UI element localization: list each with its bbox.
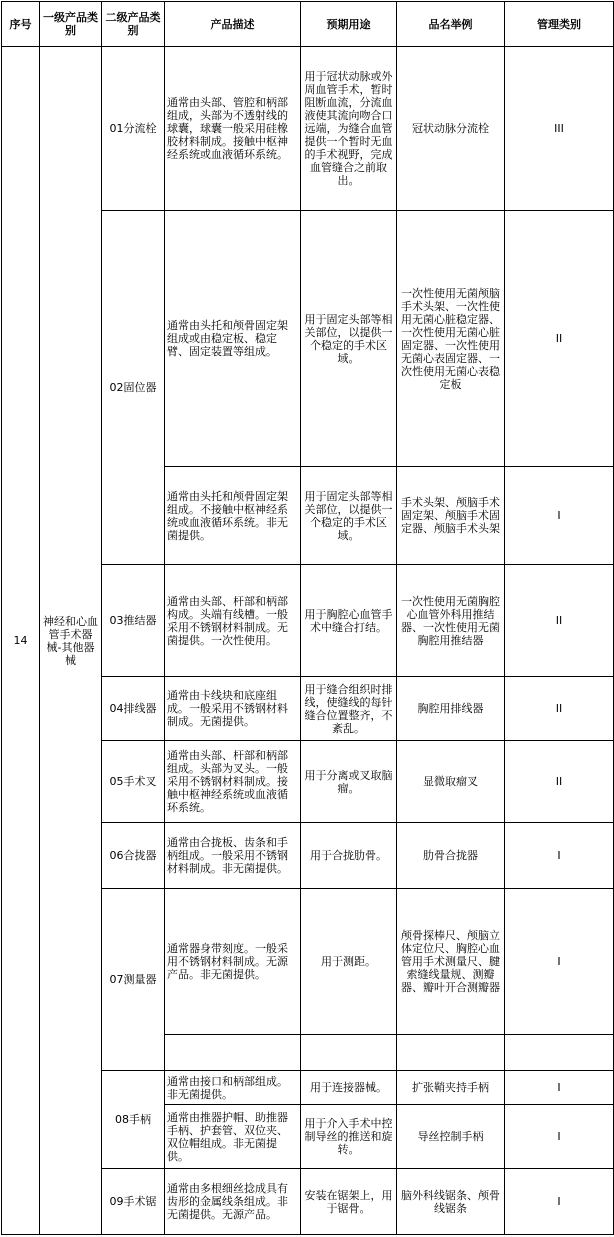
example-cell: 一次性使用无菌颅脑手术头架、一次性使用无菌心脏稳定器、一次性使用无菌心脏固定器、一次性使用无菌心表固定器、一次性使用无菌心表稳定板: [397, 211, 505, 467]
class-cell: II: [505, 741, 614, 823]
class-cell: I: [505, 1169, 614, 1235]
secondary-category-cell: 02固位器: [102, 211, 165, 565]
description-cell: 通常器身带刻度。一般采用不锈钢材料制成。无源产品。非无菌提供。: [165, 889, 301, 1035]
use-cell: 用于介入手术中控制导丝的推送和旋转。: [301, 1105, 397, 1169]
example-cell: 脑外科线锯条、颅骨线锯条: [397, 1169, 505, 1235]
description-cell: [165, 1035, 301, 1071]
description-cell: 通常由头部、杆部和柄部组成。头部为叉头。一般采用不锈钢材料制成。接触中枢神经系统或血液循环系统。: [165, 741, 301, 823]
class-cell: I: [505, 1105, 614, 1169]
secondary-category-cell: 04排线器: [102, 677, 165, 741]
example-cell: 导丝控制手柄: [397, 1105, 505, 1169]
secondary-category-cell: 07测量器: [102, 889, 165, 1071]
example-cell: 一次性使用无菌胸腔心血管外科用推结器、一次性使用无菌胸腔用推结器: [397, 565, 505, 677]
class-cell: III: [505, 47, 614, 211]
use-cell: 用于缝合组织时排线，使缝线的每针缝合位置整齐，不紊乱。: [301, 677, 397, 741]
example-cell: 胸腔用排线器: [397, 677, 505, 741]
secondary-category-cell: 01分流栓: [102, 47, 165, 211]
use-cell: [301, 1035, 397, 1071]
header-description: 产品描述: [165, 2, 301, 47]
header-secondary-category: 二级产品类别: [102, 2, 165, 47]
table-row: [2, 47, 614, 211]
example-cell: 肋骨合拢器: [397, 823, 505, 889]
use-cell: 用于分离或叉取脑瘤。: [301, 741, 397, 823]
primary-category-cell: 神经和心血管手术器械-其他器械: [40, 47, 102, 1235]
class-cell: II: [505, 211, 614, 467]
use-cell: 用于冠状动脉或外周血管手术，暂时阻断血流，分流血液使其流向吻合口远端，为缝合血管提供一个暂时无血的手术视野，完成血管缝合之前取出。: [301, 47, 397, 211]
class-cell: I: [505, 467, 614, 565]
description-cell: 通常由多根细丝捻成具有齿形的金属线条组成。非无菌提供。无源产品。: [165, 1169, 301, 1235]
seq-cell: 14: [2, 47, 40, 1235]
example-cell: 颅骨探棒尺、颅脑立体定位尺、胸腔心血管用手术测量尺、腱索缝线量规、测瓣器、瓣叶开合测瓣器: [397, 889, 505, 1035]
description-cell: 通常由头托和颅骨固定架组成。不接触中枢神经系统或血液循环系统。非无菌提供。: [165, 467, 301, 565]
secondary-category-cell: 09手术锯: [102, 1169, 165, 1235]
class-cell: [505, 1035, 614, 1071]
class-cell: II: [505, 565, 614, 677]
secondary-category-cell: 06合拢器: [102, 823, 165, 889]
use-cell: 用于胸腔心血管手术中缝合打结。: [301, 565, 397, 677]
description-cell: 通常由头部、杆部和柄部构成。头端有线槽。一般采用不锈钢材料制成。无菌提供。一次性使用。: [165, 565, 301, 677]
description-cell: 通常由接口和柄部组成。非无菌提供。: [165, 1071, 301, 1105]
description-cell: 通常由合拢板、齿条和手柄组成。一般采用不锈钢材料制成。非无菌提供。: [165, 823, 301, 889]
description-cell: 通常由推器护帽、助推器手柄、护套管、双位夹、双位帽组成。非无菌提供。: [165, 1105, 301, 1169]
use-cell: 用于固定头部等相关部位，以提供一个稳定的手术区域。: [301, 467, 397, 565]
use-cell: 用于合拢肋骨。: [301, 823, 397, 889]
example-cell: 显微取瘤叉: [397, 741, 505, 823]
example-cell: 扩张鞘夹持手柄: [397, 1071, 505, 1105]
use-cell: 用于测距。: [301, 889, 397, 1035]
header-class: 管理类别: [505, 2, 614, 47]
description-cell: 通常由头部、管腔和柄部组成，头部为不透射线的球囊，球囊一般采用硅橡胶材料制成。接触中枢神经系统或血液循环系统。: [165, 47, 301, 211]
description-cell: 通常由卡线块和底座组成。一般采用不锈钢材料制成。无菌提供。: [165, 677, 301, 741]
class-cell: I: [505, 889, 614, 1035]
header-intended-use: 预期用途: [301, 2, 397, 47]
header-primary-category: 一级产品类别: [40, 2, 102, 47]
secondary-category-cell: 05手术叉: [102, 741, 165, 823]
header-row: [2, 2, 614, 47]
secondary-category-cell: 08手柄: [102, 1071, 165, 1169]
header-seq: 序号: [2, 2, 40, 47]
use-cell: 用于固定头部等相关部位，以提供一个稳定的手术区域。: [301, 211, 397, 467]
example-cell: [397, 1035, 505, 1071]
secondary-category-cell: 03推结器: [102, 565, 165, 677]
catalog-table: [1, 1, 614, 1235]
header-example: 品名举例: [397, 2, 505, 47]
use-cell: 安装在锯架上，用于锯骨。: [301, 1169, 397, 1235]
description-cell: 通常由头托和颅骨固定架组成或由稳定板、稳定臂、固定装置等组成。: [165, 211, 301, 467]
class-cell: I: [505, 823, 614, 889]
use-cell: 用于连接器械。: [301, 1071, 397, 1105]
example-cell: 冠状动脉分流栓: [397, 47, 505, 211]
class-cell: I: [505, 1071, 614, 1105]
example-cell: 手术头架、颅脑手术固定架、颅脑手术固定器、颅脑手术头架: [397, 467, 505, 565]
class-cell: II: [505, 677, 614, 741]
